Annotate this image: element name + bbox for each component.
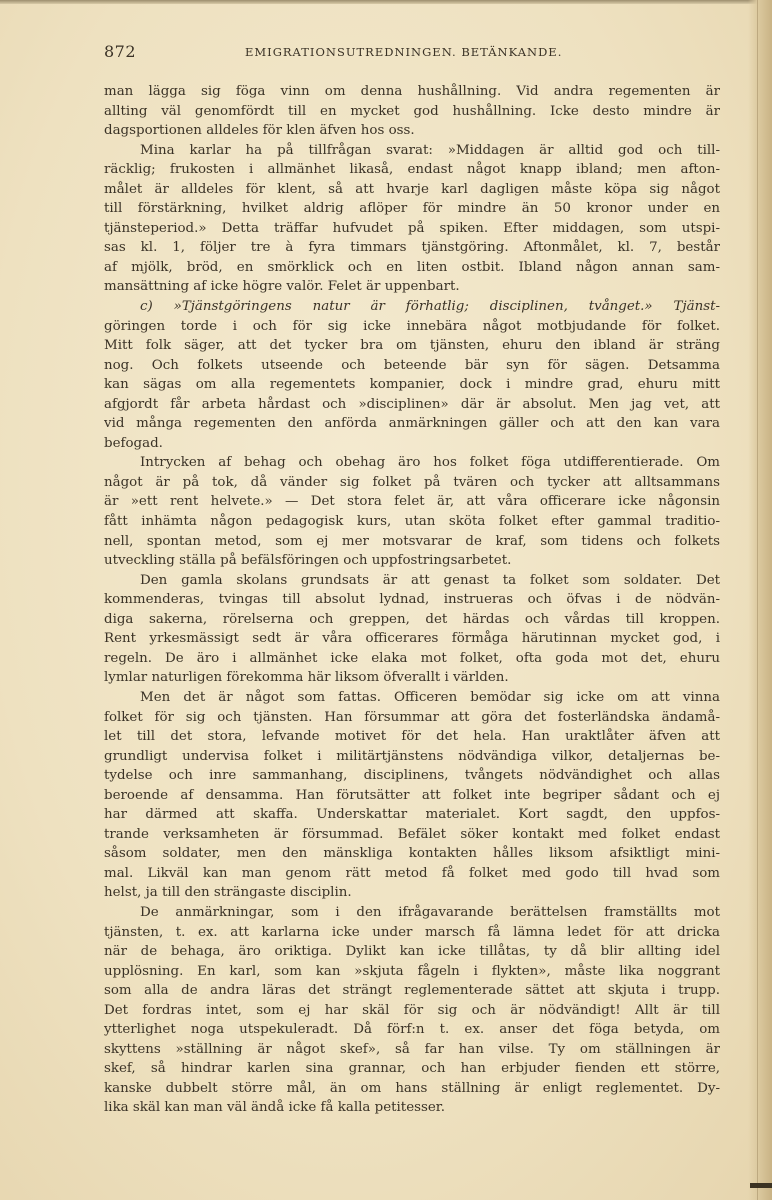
text-line: när de behaga, äro oriktiga. Dylikt kan icke tillåtas, ty då blir allting idel bbox=[104, 944, 720, 960]
text-line: tjänsten, t. ex. att karlarna icke under marsch få lämna ledet för att dricka bbox=[104, 924, 720, 940]
text-line: folket för sig och tjänsten. Han försummar att göra det fosterländska ändamå- bbox=[104, 709, 720, 725]
text-line: nog. Och folkets utseende och beteende bär syn för sägen. Detsamma bbox=[104, 357, 720, 373]
text-line: är »ett rent helvete.» — Det stora felet är, att våra officerare icke någonsin bbox=[104, 494, 720, 510]
text-line: fått inhämta någon pedagogisk kurs, utan sköta folket efter gammal traditio- bbox=[104, 514, 720, 530]
text-line: grundligt undervisa folket i militärtjänstens nödvändiga vilkor, detaljernas be- bbox=[104, 748, 720, 764]
page-number: 872 bbox=[104, 42, 137, 61]
text-line: målet är alldeles för klent, så att hvarje karl dagligen måste köpa sig något bbox=[104, 181, 720, 197]
text-line: mansättning af icke högre valör. Felet är uppenbart. bbox=[104, 279, 460, 295]
text-line: trande verksamheten är försummad. Befälet söker kontakt med folket endast bbox=[104, 826, 720, 842]
text-line: kanske dubbelt större mål, än om hans ställning är enligt reglementet. Dy- bbox=[104, 1080, 720, 1096]
text-line: vid många regementen den anförda anmärkningen gäller och att den kan vara bbox=[104, 416, 720, 432]
text-line: diga sakerna, rörelserna och greppen, det härdas och vårdas till kroppen. bbox=[104, 611, 720, 627]
text-line-section-heading: c) »Tjänstgöringens natur är förhatlig; disciplinen, tvånget.» Tjänst- bbox=[140, 299, 720, 315]
text-line: Intrycken af behag och obehag äro hos folket föga utdifferentierade. Om bbox=[140, 455, 720, 471]
text-line: lymlar naturligen förekomma här liksom öfverallt i världen. bbox=[104, 670, 509, 686]
text-line: Det fordras intet, som ej har skäl för sig och är nödvändigt! Allt är till bbox=[104, 1002, 720, 1018]
text-line: Rent yrkesmässigt sedt är våra officerares förmåga härutinnan mycket god, i bbox=[104, 631, 720, 647]
text-line: till förstärkning, hvilket aldrig aflöper för mindre än 50 kronor under en bbox=[104, 201, 720, 217]
text-line: göringen torde i och för sig icke innebära något motbjudande för folket. bbox=[104, 318, 720, 334]
text-line: kan sägas om alla regementets kompanier, dock i mindre grad, ehuru mitt bbox=[104, 377, 720, 393]
text-line: af mjölk, bröd, en smörklick och en liten ostbit. Ibland någon annan sam- bbox=[104, 259, 720, 275]
text-line: ytterlighet noga utspekuleradt. Då förf:n t. ex. anser det föga betyda, om bbox=[104, 1022, 720, 1038]
text-line: skyttens »ställning är något skef», så far han vilse. Ty om ställningen är bbox=[104, 1041, 720, 1057]
body-text bbox=[104, 82, 720, 1118]
text-line: regeln. De äro i allmänhet icke elaka mot folket, ofta goda mot det, ehuru bbox=[104, 650, 720, 666]
text-line: lika skäl kan man väl ändå icke få kalla petitesser. bbox=[104, 1100, 445, 1116]
page-header bbox=[104, 42, 720, 62]
top-rule bbox=[0, 0, 772, 4]
text-line: mal. Likväl kan man genom rätt metod få folket med godo till hvad som bbox=[104, 865, 720, 881]
text-line: nell, spontan metod, som ej mer motsvarar de kraf, som tidens och folkets bbox=[104, 533, 720, 549]
text-line: man lägga sig föga vinn om denna hushållning. Vid andra regementen är bbox=[104, 84, 720, 99]
text-line: Men det är något som fattas. Officeren bemödar sig icke om att vinna bbox=[140, 689, 720, 705]
text-line: såsom soldater, men den mänskliga kontakten hålles liksom afsiktligt mini- bbox=[104, 846, 720, 862]
text-line: utveckling ställa på befälsföringen och uppfostringsarbetet. bbox=[104, 553, 512, 569]
page-edge-line bbox=[757, 0, 758, 1200]
text-line: afgjordt får arbeta hårdast och »disciplinen» där är absolut. Men jag vet, att bbox=[104, 396, 720, 412]
text-line: Mitt folk säger, att det tycker bra om tjänsten, ehuru den ibland är sträng bbox=[104, 338, 720, 354]
text-line: Mina karlar ha på tillfrågan svarat: »Middagen är alltid god och till- bbox=[140, 142, 720, 158]
text-line: helst, ja till den strängaste disciplin. bbox=[104, 885, 352, 901]
text-line: upplösning. En karl, som kan »skjuta fågeln i flykten», måste lika noggrant bbox=[104, 963, 720, 979]
text-line: kommenderas, tvingas till absolut lydnad, instrueras och öfvas i de nödvän- bbox=[104, 592, 720, 608]
text-line: tydelse och inre sammanhang, disciplinens, tvångets nödvändighet och allas bbox=[104, 768, 720, 784]
text-line: Den gamla skolans grundsats är att genast ta folket som soldater. Det bbox=[140, 572, 720, 588]
text-line: befogad. bbox=[104, 435, 163, 451]
text-line: beroende af densamma. Han förutsätter att folket inte begriper sådant och ej bbox=[104, 787, 720, 803]
running-head: EMIGRATIONSUTREDNINGEN. BETÄNKANDE. bbox=[245, 45, 563, 59]
text-line: sas kl. 1, följer tre à fyra timmars tjänstgöring. Aftonmålet, kl. 7, består bbox=[104, 240, 720, 256]
page-edge-shadow bbox=[748, 0, 772, 1200]
text-line: tjänsteperiod.» Detta träffar hufvudet på spiken. Efter middagen, som utspi- bbox=[104, 220, 720, 236]
text-line: något är på tok, då vänder sig folket på tvären och tycker att alltsammans bbox=[104, 474, 720, 490]
text-line: räcklig; frukosten i allmänhet likaså, endast något knapp ibland; men afton- bbox=[104, 162, 720, 178]
text-line: let till det stora, lefvande motivet för det hela. Han uraktlåter äfven att bbox=[104, 729, 720, 745]
corner-mark bbox=[750, 1183, 772, 1188]
text-line: dagsportionen alldeles för klen äfven hos oss. bbox=[104, 123, 415, 139]
text-line: som alla de andra läras det strängt reglementerade sättet att skjuta i trupp. bbox=[104, 983, 720, 999]
text-line: De anmärkningar, som i den ifrågavarande berättelsen framställts mot bbox=[140, 904, 720, 920]
text-line: allting väl genomfördt till en mycket god hushållning. Icke desto mindre är bbox=[104, 103, 720, 119]
text-line: skef, så hindrar karlen sina grannar, och han erbjuder fienden ett större, bbox=[104, 1061, 720, 1077]
text-line: har därmed att skaffa. Underskattar materialet. Kort sagdt, den uppfos- bbox=[104, 807, 720, 823]
